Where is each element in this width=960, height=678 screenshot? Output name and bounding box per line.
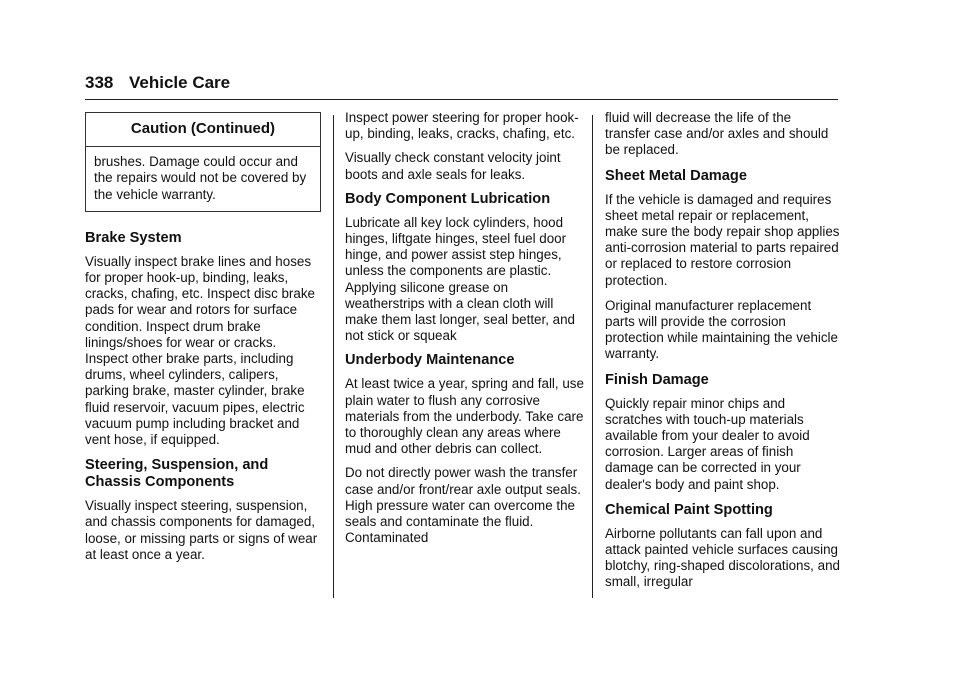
heading-body-lubrication: Body Component Lubrication (345, 190, 551, 207)
underbody-p3: fluid will decrease the life of the transfer case and/or axles and should be replaced. (605, 110, 829, 158)
column-2 (345, 110, 585, 554)
section-title: Vehicle Care (129, 73, 231, 92)
column-3 (605, 110, 840, 600)
heading-brake-system: Brake System (85, 229, 182, 246)
caution-title: Caution (Continued) (86, 113, 320, 147)
caution-text: brushes. Damage could occur and the repairs would not be covered by the vehicle warranty. (94, 154, 307, 202)
column-1 (85, 112, 321, 572)
column-divider-1 (333, 115, 334, 598)
heading-chemical-paint: Chemical Paint Spotting (605, 501, 773, 518)
steering-cont-p1: Inspect power steering for proper hook-up, binding, leaks, cracks, chafing, etc. (345, 110, 579, 142)
heading-steering: Steering, Suspension, and Chassis Components (85, 457, 269, 491)
column-divider-2 (592, 115, 593, 598)
underbody-p2: Do not directly power wash the transfer case and/or front/rear axle output seals. High pressure water can overcome the seals and contaminate the fluid. Contaminated (345, 465, 581, 546)
header-rule (85, 99, 838, 100)
page-header (85, 73, 838, 99)
finish-damage-text: Quickly repair minor chips and scratches with touch-up materials available from your dealer to avoid corrosion. Larger areas of finish damage can be corrected in your dealer's body and paint shop. (605, 395, 810, 492)
steering-text: Visually inspect steering, suspension, and chassis components for damaged, loose, or missing parts or signs of wear at least once a year. (85, 498, 318, 562)
heading-sheet-metal: Sheet Metal Damage (605, 167, 747, 184)
chemical-paint-text: Airborne pollutants can fall upon and attack painted vehicle surfaces causing blotchy, ring-shaped discolorations, and small, irregular (605, 525, 840, 590)
sheet-metal-p2: Original manufacturer replacement parts will provide the corrosion protection while maintaining the vehicle warranty. (605, 297, 838, 362)
page-number: 338 (85, 73, 114, 92)
heading-finish-damage: Finish Damage (605, 371, 709, 388)
body-lubrication-text: Lubricate all key lock cylinders, hood hinges, liftgate hinges, steel fuel door hinge, and power assist step hinges, unless the components are plastic. Applying silicone grease on weatherstrips with a clean cloth will make them last longer, seal better, and not stick or squeak (345, 214, 576, 344)
steering-cont-p2: Visually check constant velocity joint boots and axle seals for leaks. (345, 150, 561, 182)
brake-system-text: Visually inspect brake lines and hoses for proper hook-up, binding, leaks, cracks, chafing, etc. Inspect disc brake pads for wear and rotors for surface condition. Inspect drum brake linings/shoes for wear or cracks. Inspect other brake parts, including drums, wheel cylinders, calipers, parking brake, master cylinder, brake fluid reservoir, vacuum pipes, electric vacuum pump including bracket and vent hose, if equipped. (85, 253, 315, 448)
underbody-p1: At least twice a year, spring and fall, use plain water to flush any corrosive materials from the underbody. Take care to thoroughly clean any areas where mud and other debris can collect. (345, 376, 584, 457)
heading-underbody: Underbody Maintenance (345, 352, 515, 369)
sheet-metal-p1: If the vehicle is damaged and requires sheet metal repair or replacement, make sure the body repair shop applies anti-corrosion material to parts repaired or replaced to restore corrosion protection. (605, 191, 840, 288)
caution-box (85, 112, 321, 212)
